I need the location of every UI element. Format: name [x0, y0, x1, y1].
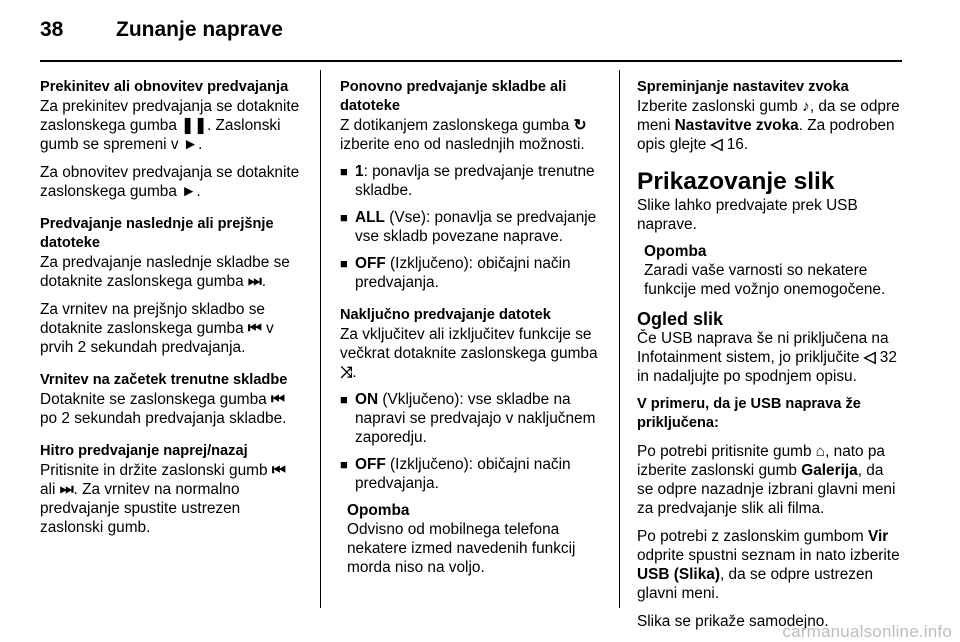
section-title: Ponovno predvajanje skladbe ali datoteke — [340, 79, 567, 114]
paragraph: Če USB naprava še ni priključena na Infotainment sistem, jo priključite ◁ 32 in nadaljujte po spodnjem opisu. — [637, 330, 897, 385]
note-text: Odvisno od mobilnega telefona nekatere izmed navedenih funkcij morda niso na voljo. — [347, 521, 576, 576]
previous-track-icon: ⏮ — [271, 462, 286, 479]
section-title: Hitro predvajanje naprej/nazaj — [40, 443, 248, 459]
note-title: Opomba — [644, 243, 707, 260]
play-icon: ► — [182, 136, 199, 153]
header-divider — [40, 60, 902, 62]
reference-arrow-icon: ◁ — [863, 349, 876, 366]
section-title: V primeru, da je USB naprava že priključena: — [637, 396, 861, 431]
paragraph: Za vključitev ali izključitev funkcije se večkrat dotaknite zaslonskega gumba ⤨. — [340, 326, 598, 381]
next-track-icon: ⏭ — [247, 273, 262, 290]
page-number: 38 — [40, 18, 64, 41]
bullet-icon: ■ — [340, 164, 348, 179]
note-title: Opomba — [347, 502, 410, 519]
list-item: ■ ON (Vključeno): vse skladbe na napravi se predvajajo v naključnem zaporedju. — [340, 391, 596, 446]
paragraph: Slika se prikaže samodejno. — [637, 613, 829, 630]
paragraph: Dotaknite se zaslonskega gumba ⏮ po 2 sekundah predvajanja skladbe. — [40, 391, 287, 427]
paragraph: Za predvajanje naslednje skladbe se dotaknite zaslonskega gumba ⏭. — [40, 254, 290, 290]
note — [637, 242, 901, 299]
bullet-icon: ■ — [340, 256, 348, 271]
note — [340, 501, 604, 577]
section-title: Prekinitev ali obnovitev predvajanja — [40, 79, 289, 95]
home-icon: ⌂ — [815, 443, 826, 460]
paragraph: Izberite zaslonski gumb ♪, da se odpre meni Nastavitve zvoka. Za podroben opis glejte ◁ 16. — [637, 98, 900, 153]
section-title: Vrnitev na začetek trenutne skladbe — [40, 372, 288, 388]
paragraph: Z dotikanjem zaslonskega gumba ↻ izberite eno od naslednjih možnosti. — [340, 117, 587, 153]
list-item: ■ OFF (Izključeno): običajni način predvajanja. — [340, 255, 571, 291]
watermark: carmanualsonline.info — [782, 622, 952, 641]
paragraph: Po potrebi z zaslonskim gumbom Vir odprite spustni seznam in nato izberite USB (Slika), da se odpre ustrezen glavni meni. — [637, 528, 900, 602]
column-divider-1 — [320, 70, 321, 608]
paragraph: Pritisnite in držite zaslonski gumb ⏮ ali ⏭. Za vrnitev na normalno predvajanje spustite ustrezen zaslonski gumb. — [40, 462, 286, 536]
previous-track-icon: ⏮ — [247, 320, 262, 337]
bullet-icon: ■ — [340, 457, 348, 472]
paragraph: Za prekinitev predvajanja se dotaknite zaslonskega gumba ❚❚. Zaslonski gumb se spremeni v ►. — [40, 98, 300, 153]
heading-show-pictures: Prikazovanje slik — [637, 168, 835, 195]
note-text: Zaradi vaše varnosti so nekatere funkcije med vožnjo onemogočene. — [644, 262, 886, 298]
list-item: ■ 1: ponavlja se predvajanje trenutne skladbe. — [340, 163, 595, 199]
column-2 — [340, 78, 604, 577]
column-1 — [40, 78, 302, 537]
list-item: ■ ALL (Vse): ponavlja se predvajanje vse skladb povezane naprave. — [340, 209, 597, 245]
play-icon: ► — [181, 183, 197, 200]
paragraph: Za obnovitev predvajanja se dotaknite zaslonskega gumba ►. — [40, 164, 300, 200]
column-3 — [637, 78, 901, 631]
repeat-icon: ↻ — [573, 117, 587, 134]
paragraph: Za vrnitev na prejšnjo skladbo se dotaknite zaslonskega gumba ⏮ v prvih 2 sekundah predvajanja. — [40, 301, 274, 356]
pause-icon: ❚❚ — [181, 117, 207, 134]
paragraph: Slike lahko predvajate prek USB naprave. — [637, 197, 858, 233]
section-title: Predvajanje naslednje ali prejšnje datoteke — [40, 216, 274, 251]
sound-settings-icon: ♪ — [802, 98, 810, 115]
section-title: Naključno predvajanje datotek — [340, 307, 551, 323]
chapter-title: Zunanje naprave — [116, 18, 283, 41]
previous-track-icon: ⏮ — [271, 391, 285, 408]
heading-view-pictures: Ogled slik — [637, 309, 724, 329]
bullet-icon: ■ — [340, 392, 348, 407]
bullet-icon: ■ — [340, 210, 348, 225]
list-item: ■ OFF (Izključeno): običajni način predvajanja. — [340, 456, 571, 492]
column-divider-2 — [619, 70, 620, 608]
page-header — [40, 14, 900, 54]
section-title: Spreminjanje nastavitev zvoka — [637, 79, 849, 95]
shuffle-icon: ⤨ — [340, 364, 353, 381]
next-track-icon: ⏭ — [59, 481, 74, 498]
reference-arrow-icon: ◁ — [710, 136, 723, 153]
paragraph: Po potrebi pritisnite gumb ⌂, nato pa izberite zaslonski gumb Galerija, da se odpre nazadnje izbrani glavni meni za predvajanje slik ali filma. — [637, 443, 896, 517]
